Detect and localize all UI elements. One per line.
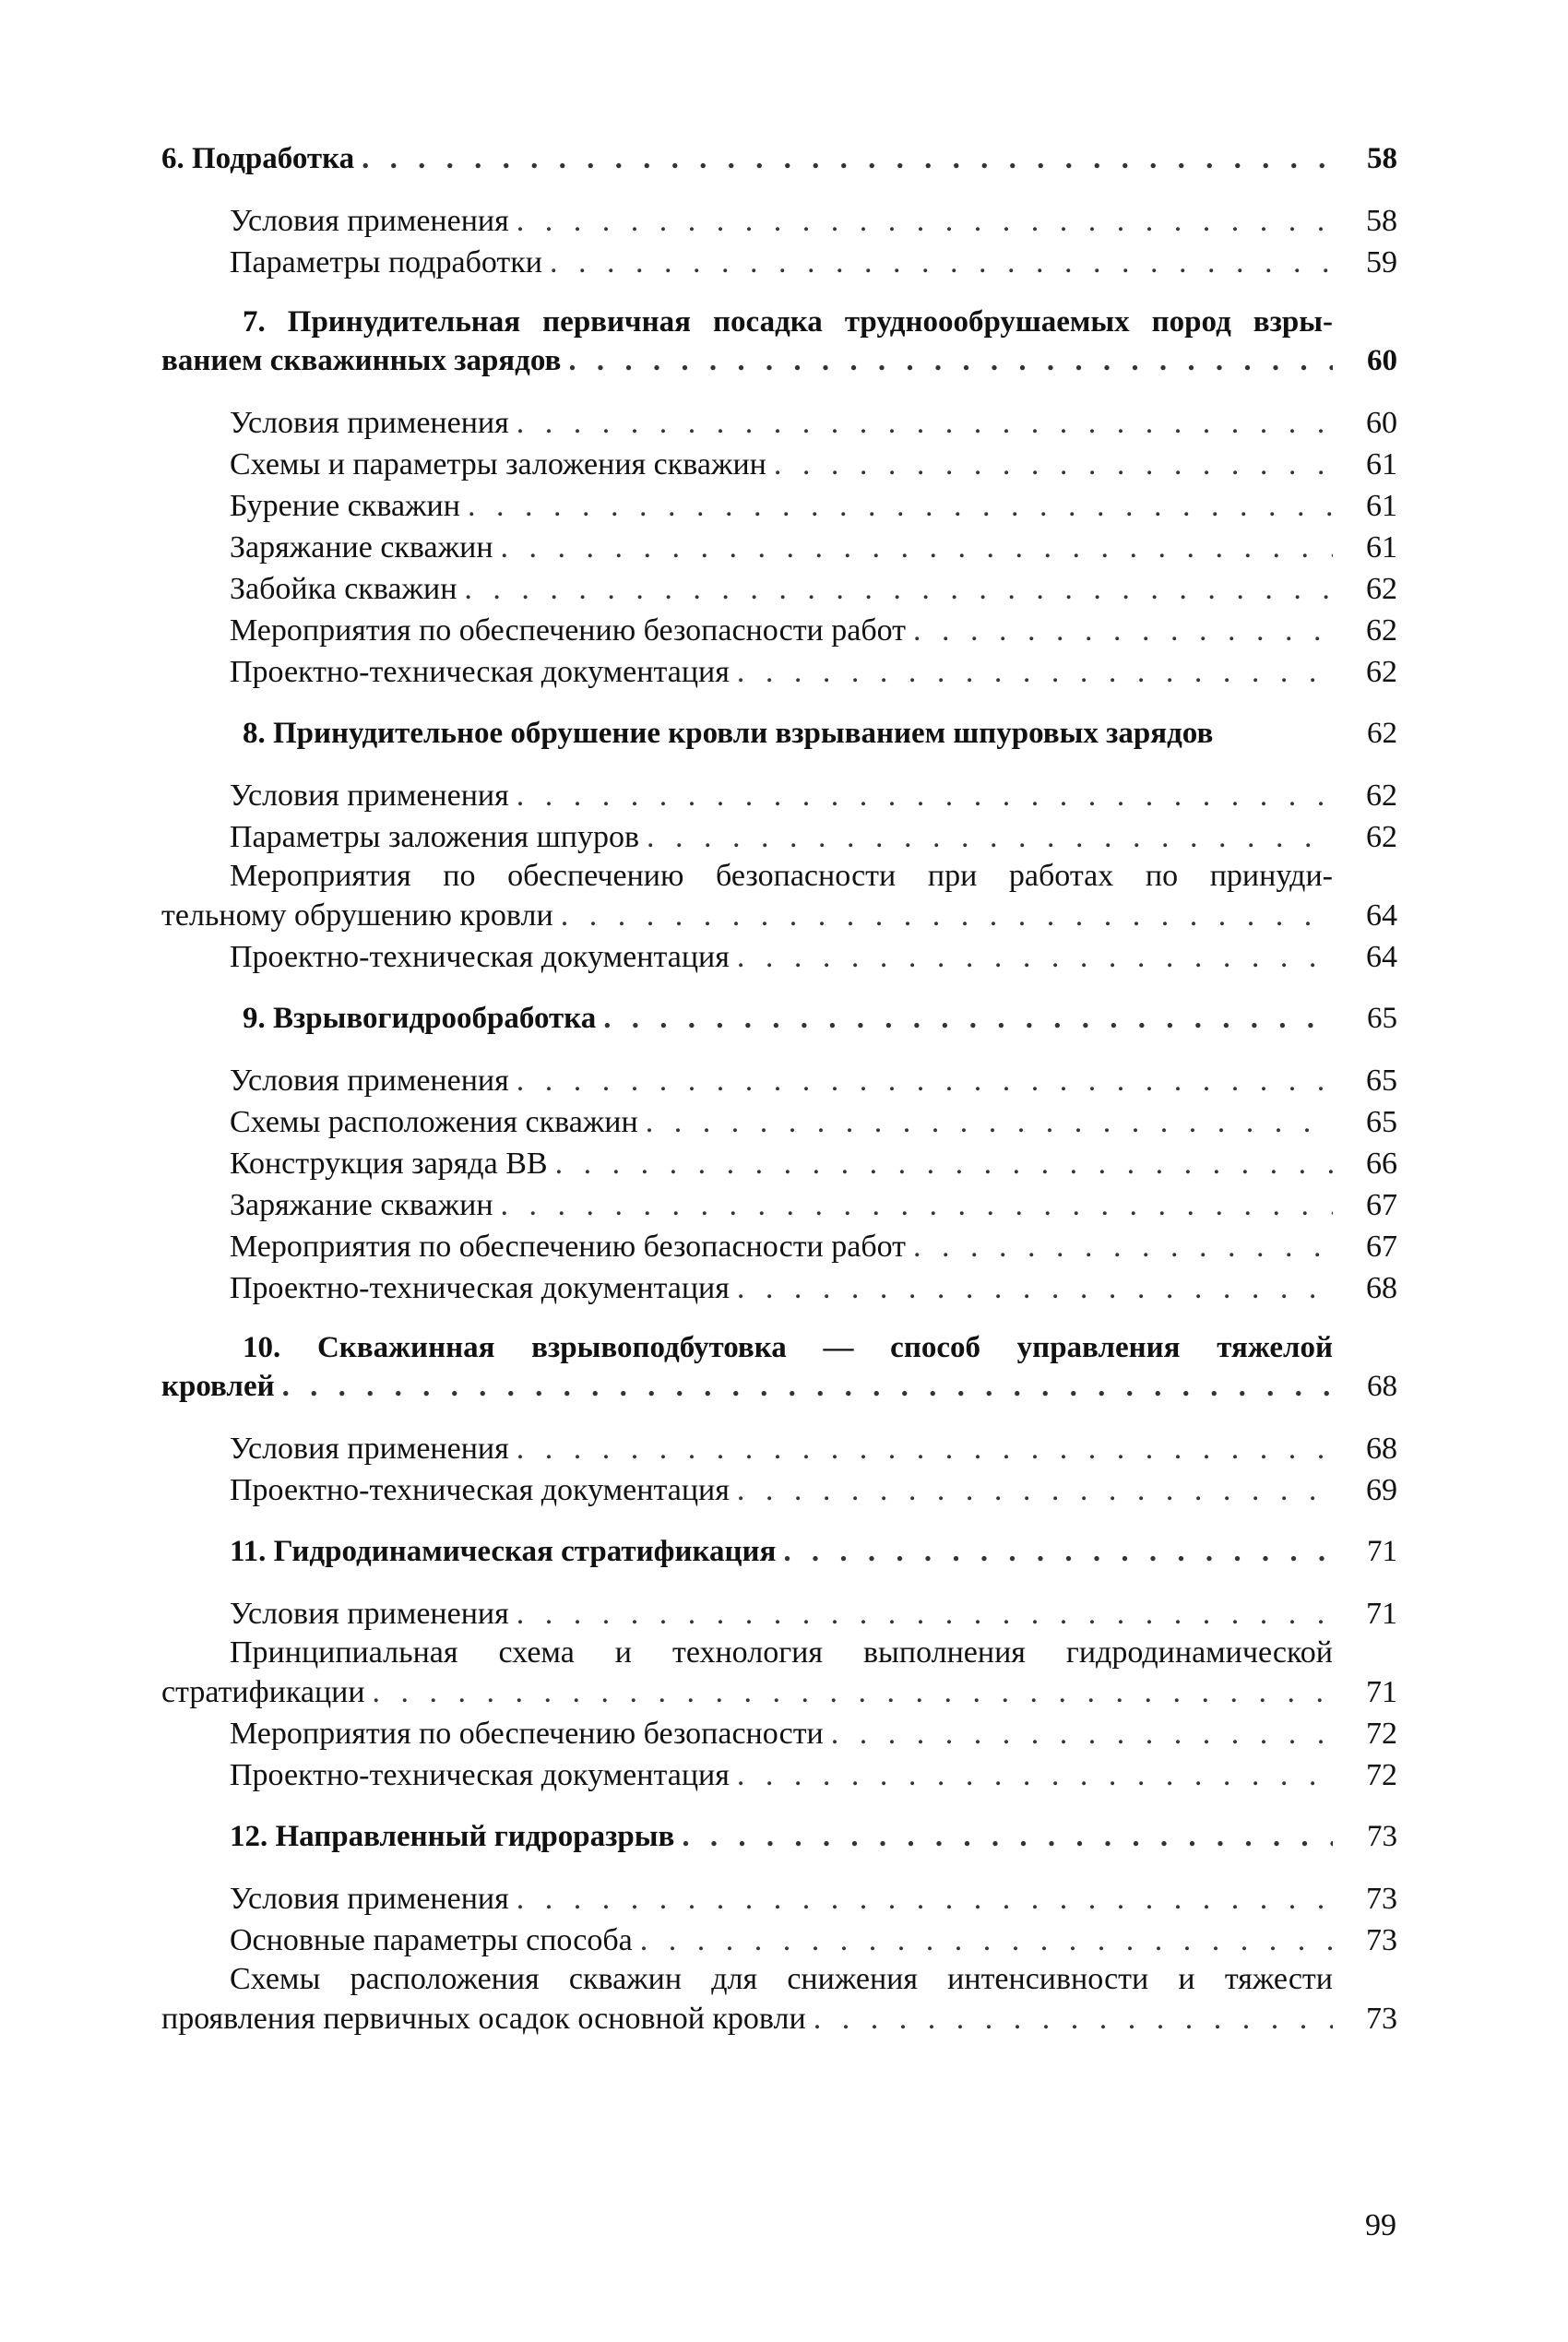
dot-leader (553, 895, 1333, 936)
toc-item-title: Схемы расположения скважин (230, 1105, 638, 1139)
toc-item[interactable] (161, 485, 1397, 527)
toc-heading-title-cont: ванием скважинных зарядов (161, 344, 562, 377)
dot-leader (561, 340, 1333, 382)
dot-leader (674, 1816, 1333, 1858)
toc-heading[interactable] (161, 340, 1397, 382)
toc-item[interactable] (161, 651, 1397, 693)
toc-page-number: 73 (1366, 1882, 1397, 1916)
toc-page-number: 71 (1366, 1597, 1397, 1631)
dot-leader (730, 1469, 1333, 1511)
toc-item-title-cont: проявления первичных осадок основной кровли (161, 2002, 806, 2036)
toc-item[interactable] (161, 1754, 1397, 1796)
toc-section-9 (161, 998, 1397, 1309)
toc-item[interactable] (161, 1060, 1397, 1101)
toc-item-title: Заряжание скважин (230, 1188, 493, 1222)
toc-page-number: 58 (1366, 204, 1397, 238)
toc-item-title: Проектно-техническая документация (230, 1758, 730, 1792)
toc-item[interactable] (161, 568, 1397, 610)
toc-section-7 (161, 303, 1397, 693)
toc-page-number: 65 (1367, 1002, 1397, 1035)
toc-page-number: 64 (1366, 898, 1397, 933)
toc-page-number: 62 (1367, 717, 1397, 750)
toc-item[interactable] (161, 895, 1397, 936)
toc-page-number: 73 (1366, 1923, 1397, 1957)
toc-page-number: 73 (1367, 1820, 1397, 1853)
toc-heading-line-1[interactable]: 7. Принудительная первичная посадка трудноообрушаемых пород взры- (243, 305, 1333, 339)
toc-page-number: 68 (1366, 1432, 1397, 1466)
toc-item-title: Основные параметры способа (230, 1923, 633, 1957)
dot-leader (730, 1754, 1333, 1796)
toc-page-number: 62 (1366, 779, 1397, 813)
toc-item[interactable] (161, 1469, 1397, 1511)
toc-heading-title: 12. Направленный гидроразрыв (230, 1820, 675, 1853)
toc-item-title: Условия применения (230, 204, 509, 238)
toc-item-title-cont: тельному обрушению кровли (161, 898, 553, 933)
toc-section-11 (161, 1531, 1397, 1796)
toc-item[interactable] (161, 1713, 1397, 1754)
dot-leader (457, 568, 1333, 610)
toc-page-number: 66 (1366, 1147, 1397, 1181)
toc-page-number: 72 (1366, 1758, 1397, 1792)
toc-heading[interactable] (161, 998, 1397, 1040)
toc-heading[interactable] (161, 1531, 1397, 1573)
dot-leader (509, 402, 1333, 444)
dot-leader (776, 1531, 1333, 1573)
dot-leader (275, 1366, 1333, 1408)
toc-item[interactable] (161, 1878, 1397, 1920)
toc-item-title: Проектно-техническая документация (230, 655, 730, 689)
dot-leader (509, 200, 1333, 242)
dot-leader (509, 1878, 1333, 1920)
dot-leader (730, 651, 1333, 693)
toc-item[interactable] (161, 1920, 1397, 1961)
toc-page-number: 68 (1366, 1271, 1397, 1305)
toc-section-8 (161, 713, 1397, 978)
dot-leader (824, 1713, 1333, 1754)
toc-heading[interactable] (161, 1366, 1397, 1408)
toc-item[interactable] (161, 1593, 1397, 1635)
toc-section-6 (161, 138, 1397, 283)
toc-item-title: Мероприятия по обеспечению безопасности работ (230, 1230, 907, 1264)
toc-page-number: 65 (1366, 1105, 1397, 1139)
table-of-contents (161, 138, 1397, 2039)
toc-item[interactable] (161, 1671, 1397, 1713)
toc-page-number: 71 (1366, 1675, 1397, 1709)
toc-page-number: 59 (1366, 245, 1397, 279)
toc-page-number: 67 (1366, 1188, 1397, 1222)
toc-item-title: Схемы и параметры заложения скважин (230, 447, 766, 481)
toc-item-title: Мероприятия по обеспечению безопасности работ (230, 613, 907, 648)
dot-leader (509, 1593, 1333, 1635)
dot-leader (638, 1101, 1333, 1143)
dot-leader (365, 1671, 1333, 1713)
toc-item[interactable] (161, 936, 1397, 978)
toc-item[interactable] (161, 775, 1397, 816)
toc-page-number: 62 (1366, 572, 1397, 606)
dot-leader (509, 1060, 1333, 1101)
toc-item-title: Проектно-техническая документация (230, 940, 730, 974)
dot-leader (906, 610, 1333, 651)
toc-item-title: Параметры подработки (230, 245, 542, 279)
toc-item-title: Забойка скважин (230, 572, 457, 606)
toc-item-title: Мероприятия по обеспечению безопасности (230, 1717, 824, 1751)
toc-item[interactable] (161, 610, 1397, 651)
toc-item-line-1[interactable]: Схемы расположения скважин для снижения интенсивности и тяжести (230, 1962, 1333, 1996)
toc-item-title: Конструкция заряда ВВ (230, 1147, 548, 1181)
toc-item-title: Проектно-техническая документация (230, 1271, 730, 1305)
toc-item-title: Проектно-техническая документация (230, 1473, 730, 1507)
toc-item[interactable] (161, 1998, 1397, 2039)
toc-page-number: 73 (1366, 2002, 1397, 2036)
toc-item[interactable] (161, 1428, 1397, 1469)
toc-page-number: 61 (1366, 530, 1397, 565)
toc-item-title: Условия применения (230, 1064, 509, 1098)
toc-heading-title: 6. Подработка (161, 142, 355, 175)
toc-page-number: 71 (1367, 1535, 1397, 1568)
toc-page-number: 67 (1366, 1230, 1397, 1264)
toc-item[interactable] (161, 1143, 1397, 1184)
toc-heading[interactable] (161, 713, 1397, 755)
toc-item-title: Условия применения (230, 1882, 509, 1916)
toc-page-number: 61 (1366, 489, 1397, 523)
toc-item[interactable] (161, 444, 1397, 485)
toc-page-number: 72 (1366, 1717, 1397, 1751)
toc-item[interactable] (161, 1226, 1397, 1267)
toc-item-title: Условия применения (230, 1432, 509, 1466)
dot-leader (639, 816, 1333, 858)
toc-item[interactable] (161, 816, 1397, 858)
toc-heading-title: 8. Принудительное обрушение кровли взрыванием шпуровых зарядов (243, 717, 1214, 750)
dot-leader (633, 1920, 1333, 1961)
dot-leader (460, 485, 1333, 527)
page-folio-number: 99 (1365, 2208, 1396, 2242)
dot-leader (509, 1428, 1333, 1469)
toc-page-number: 60 (1367, 344, 1397, 377)
toc-item[interactable] (161, 402, 1397, 444)
dot-leader (730, 936, 1333, 978)
dot-leader (493, 1184, 1333, 1226)
toc-item-title-cont: стратификации (161, 1675, 365, 1709)
toc-item[interactable] (161, 527, 1397, 568)
toc-item-title: Условия применения (230, 779, 509, 813)
dot-leader (493, 527, 1333, 568)
dot-leader (906, 1226, 1333, 1267)
toc-heading-title: 11. Гидродинамическая стратификация (230, 1535, 777, 1568)
dot-leader (354, 138, 1333, 180)
toc-page-number: 69 (1366, 1473, 1397, 1507)
toc-page-number: 58 (1367, 142, 1397, 175)
dot-leader (542, 242, 1333, 283)
toc-item-title: Бурение скважин (230, 489, 460, 523)
toc-page-number: 62 (1366, 820, 1397, 854)
toc-item[interactable] (161, 1267, 1397, 1309)
dot-leader (509, 775, 1333, 816)
toc-page-number: 60 (1366, 406, 1397, 440)
toc-item-title: Условия применения (230, 1597, 509, 1631)
toc-item[interactable] (161, 1184, 1397, 1226)
toc-item-title: Параметры заложения шпуров (230, 820, 639, 854)
toc-item-line-1[interactable]: Мероприятия по обеспечению безопасности при работах по принуди- (230, 859, 1333, 893)
toc-page-number: 62 (1366, 655, 1397, 689)
toc-page-number: 68 (1367, 1370, 1397, 1403)
toc-page-number: 65 (1366, 1064, 1397, 1098)
toc-heading[interactable] (161, 1816, 1397, 1858)
toc-heading[interactable] (161, 138, 1397, 180)
toc-heading-line-1[interactable]: 10. Скважинная взрывоподбутовка — способ управления тяжелой (243, 1331, 1333, 1364)
toc-page-number: 64 (1366, 940, 1397, 974)
dot-leader (766, 444, 1333, 485)
toc-section-12 (161, 1816, 1397, 2039)
toc-page-number: 61 (1366, 447, 1397, 481)
toc-item[interactable] (161, 242, 1397, 283)
toc-page-number: 62 (1366, 613, 1397, 648)
dot-leader (730, 1267, 1333, 1309)
toc-item-title: Условия применения (230, 406, 509, 440)
toc-heading-title-cont: кровлей (161, 1370, 275, 1403)
toc-section-10 (161, 1329, 1397, 1511)
dot-leader (596, 998, 1333, 1040)
toc-item[interactable] (161, 200, 1397, 242)
toc-heading-title: 9. Взрывогидрообработка (243, 1002, 597, 1035)
dot-leader (806, 1998, 1333, 2039)
toc-item-line-1[interactable]: Принципиальная схема и технология выполнения гидродинамической (230, 1635, 1333, 1670)
dot-leader (548, 1143, 1333, 1184)
toc-item-title: Заряжание скважин (230, 530, 493, 565)
toc-item[interactable] (161, 1101, 1397, 1143)
